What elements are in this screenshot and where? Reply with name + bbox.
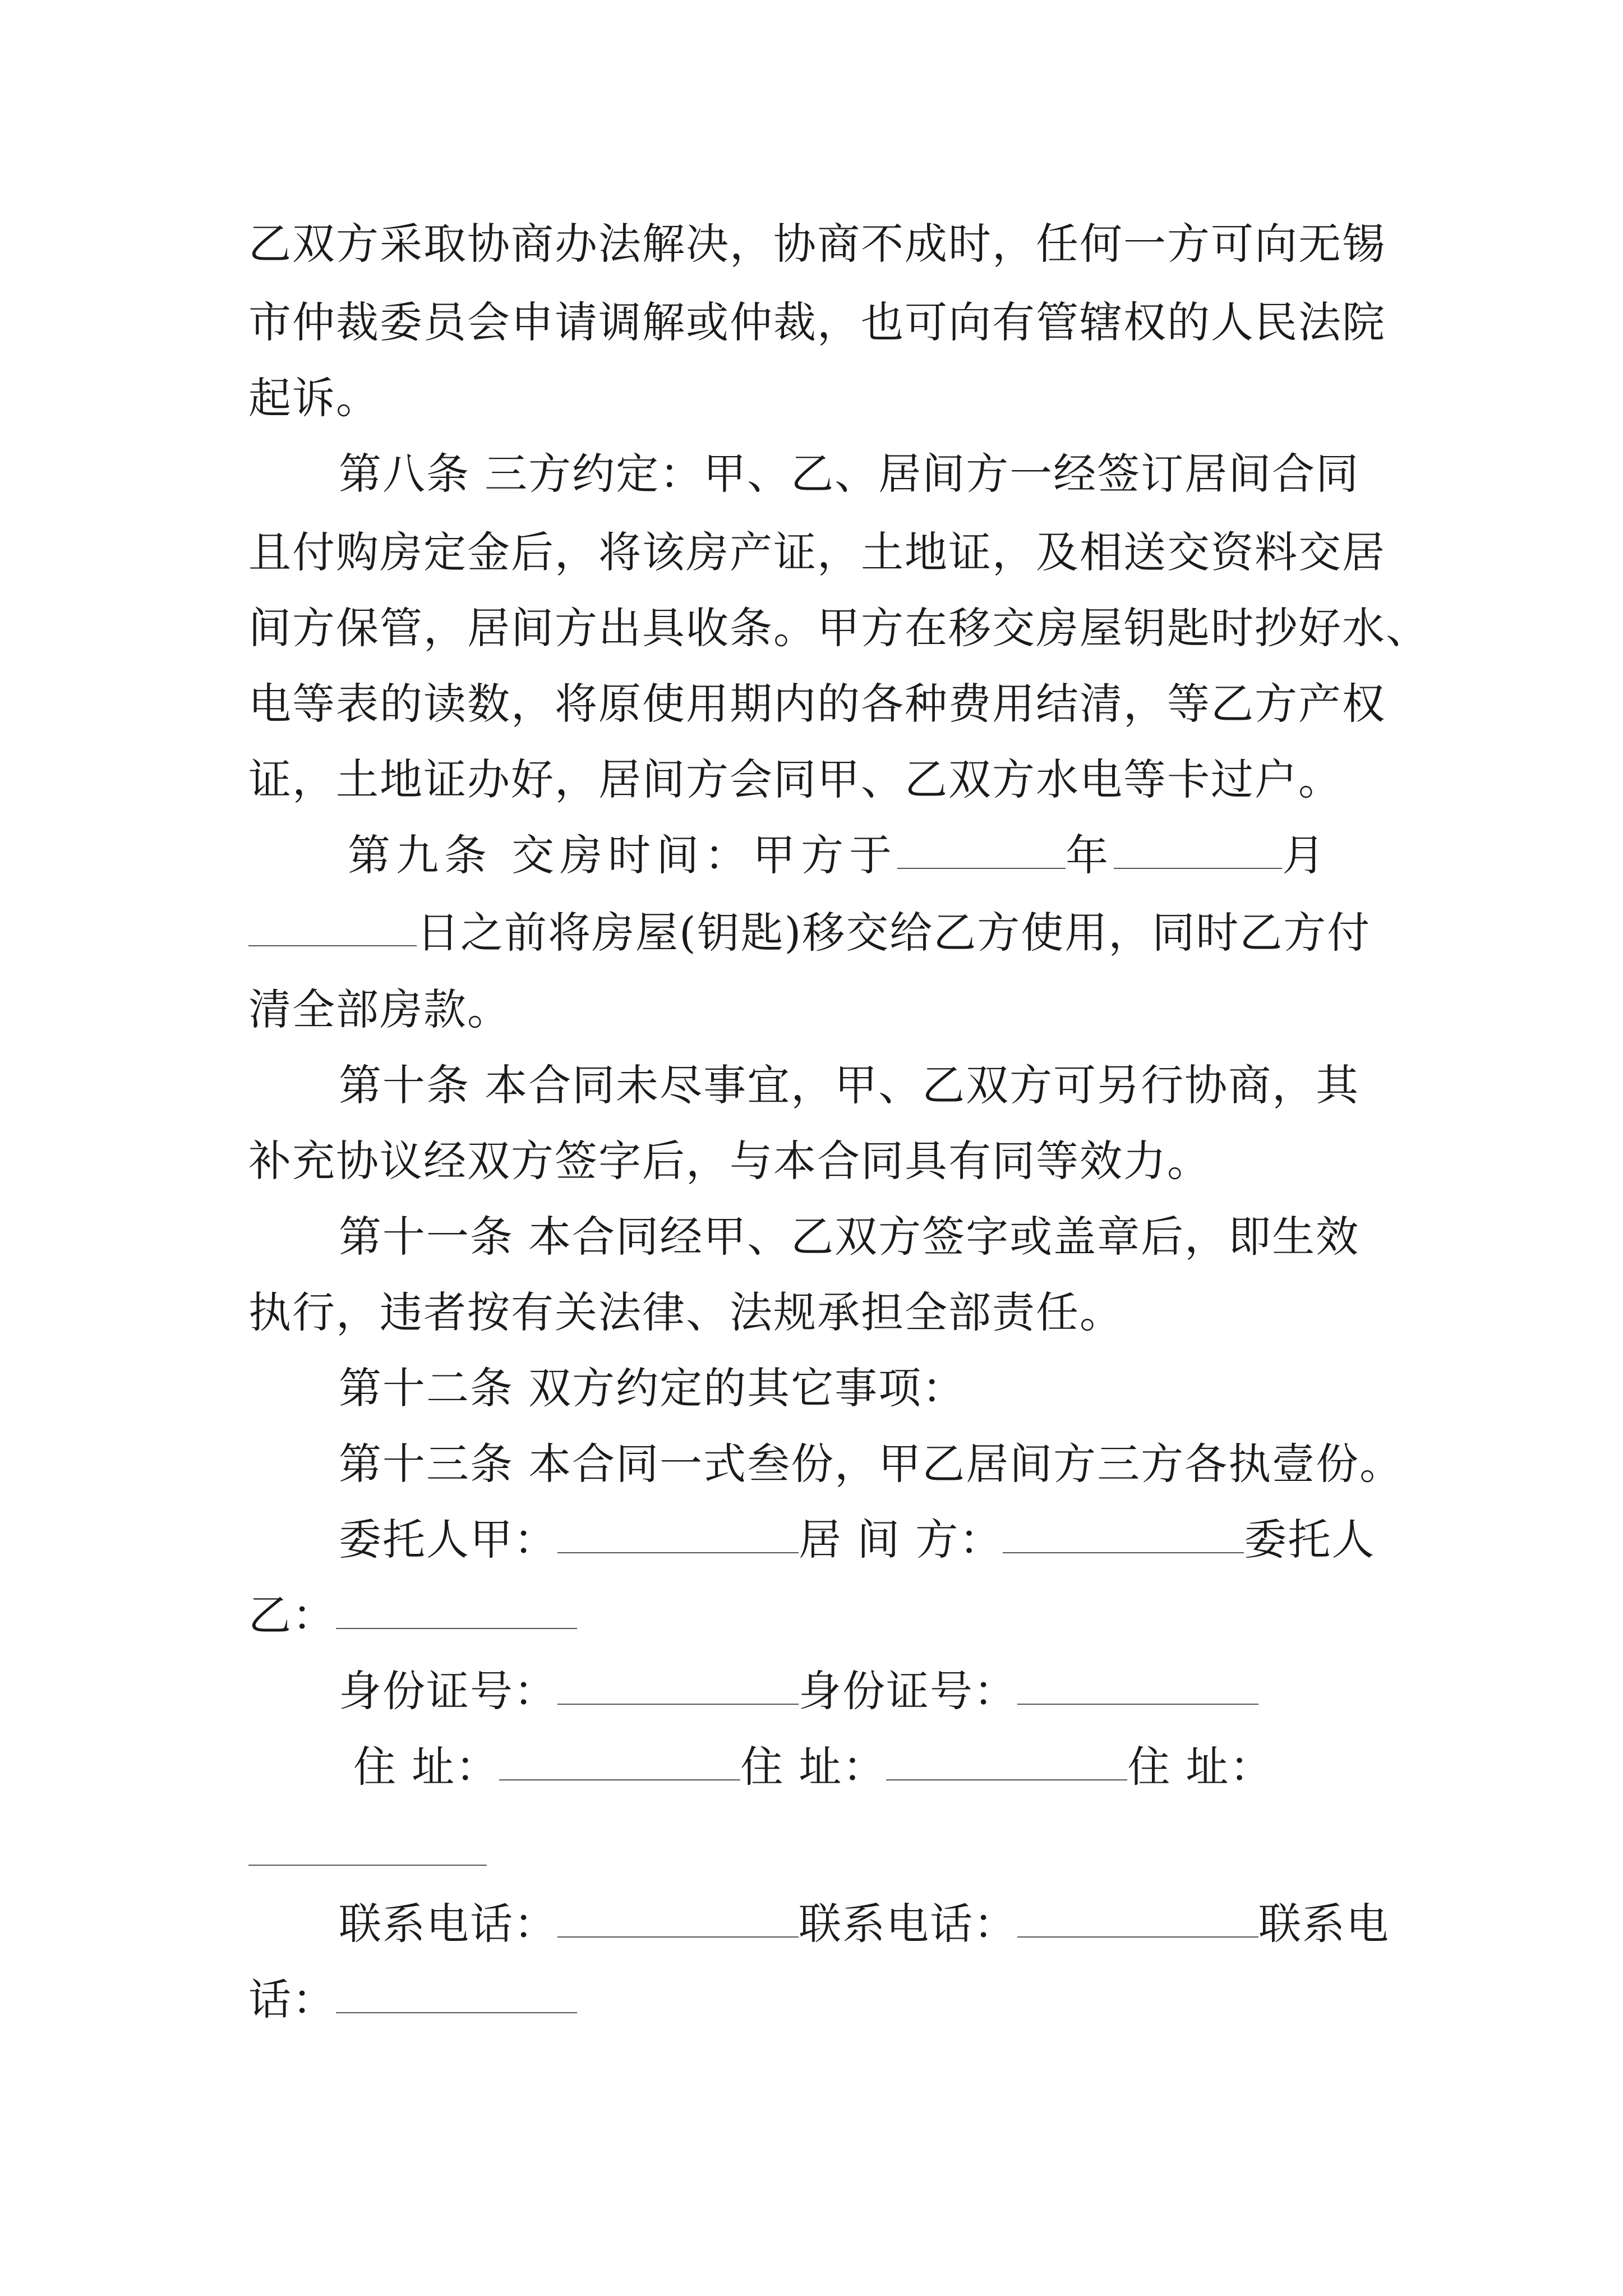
id-label: 身份证号：: [799, 1666, 1017, 1716]
id-row: [339, 1663, 1258, 1719]
phone-label: 联系电: [1258, 1899, 1390, 1949]
phone-label-cont: 话：: [248, 1975, 336, 2024]
year-blank[interactable]: [897, 827, 1066, 869]
phone-label: 联系电话：: [339, 1899, 557, 1949]
id-field-a[interactable]: [557, 1663, 799, 1705]
client-a-label: 委托人甲：: [339, 1515, 557, 1565]
month-blank[interactable]: [1114, 827, 1282, 869]
article-12-line: 第十二条 双方约定的其它事项：: [339, 1363, 966, 1413]
article-8-line: 间方保管，居间方出具收条。甲方在移交房屋钥匙时抄好水、: [248, 603, 1430, 653]
client-a-field[interactable]: [557, 1512, 799, 1553]
article-13-line: 第十三条 本合同一式叁份，甲乙居间方三方各执壹份。: [339, 1439, 1404, 1489]
client-b-label-cont: 乙：: [248, 1590, 336, 1640]
address-field-intermediary[interactable]: [886, 1739, 1127, 1780]
client-b-label: 委托人: [1244, 1515, 1376, 1565]
address-label: 住 址：: [740, 1742, 887, 1792]
article-8-line: 且付购房定金后，将该房产证，土地证，及相送交资料交居: [248, 527, 1386, 577]
phone-label: 联系电话：: [799, 1899, 1017, 1949]
article-11-line: 第十一条 本合同经甲、乙双方签字或盖章后，即生效: [339, 1212, 1360, 1262]
article-8-line: 第八条 三方约定：甲、乙、居间方一经签订居间合同: [339, 449, 1360, 499]
day-blank[interactable]: [248, 905, 417, 946]
article-7-line: 乙双方采取协商办法解决，协商不成时，任何一方可向无锡: [248, 219, 1386, 269]
article-7-line: 市仲裁委员会申请调解或仲裁，也可向有管辖权的人民法院: [248, 297, 1386, 347]
id-field-intermediary[interactable]: [1017, 1663, 1258, 1705]
article-9-text: 日之前将房屋(钥匙)移交给乙方使用，同时乙方付: [417, 908, 1371, 958]
signature-row: [248, 1588, 577, 1644]
article-8-line: 电等表的读数，将原使用期内的各种费用结清，等乙方产权: [248, 679, 1386, 729]
article-9-line: [248, 905, 1371, 961]
address-field-a[interactable]: [499, 1739, 740, 1780]
address-row: [353, 1739, 1274, 1795]
phone-row: [339, 1896, 1390, 1952]
phone-field-a[interactable]: [557, 1896, 799, 1938]
phone-field-b[interactable]: [336, 1972, 577, 2013]
address-field-b[interactable]: [248, 1865, 487, 1866]
address-label: 住 址：: [353, 1742, 500, 1792]
article-9-text: 第九条 交房时间：甲方于: [348, 830, 898, 880]
intermediary-label: 居 间 方：: [799, 1515, 1003, 1565]
year-label: 年: [1066, 830, 1114, 880]
phone-row: [248, 1972, 577, 2028]
month-label: 月: [1282, 830, 1331, 880]
client-b-field[interactable]: [336, 1588, 577, 1629]
id-label: 身份证号：: [339, 1666, 557, 1716]
phone-field-intermediary[interactable]: [1017, 1896, 1258, 1938]
article-9-line: 清全部房款。: [248, 984, 511, 1034]
article-10-line: 第十条 本合同未尽事宜，甲、乙双方可另行协商，其: [339, 1060, 1360, 1110]
address-label: 住 址：: [1127, 1742, 1274, 1792]
article-11-line: 执行，违者按有关法律、法规承担全部责任。: [248, 1287, 1123, 1337]
article-10-line: 补充协议经双方签字后，与本合同具有同等效力。: [248, 1136, 1211, 1186]
intermediary-field[interactable]: [1003, 1512, 1244, 1553]
article-8-line: 证，土地证办好，居间方会同甲、乙双方水电等卡过户。: [248, 754, 1342, 804]
article-9-line: [348, 827, 1330, 884]
article-7-line: 起诉。: [248, 373, 380, 423]
signature-row: [339, 1512, 1375, 1568]
